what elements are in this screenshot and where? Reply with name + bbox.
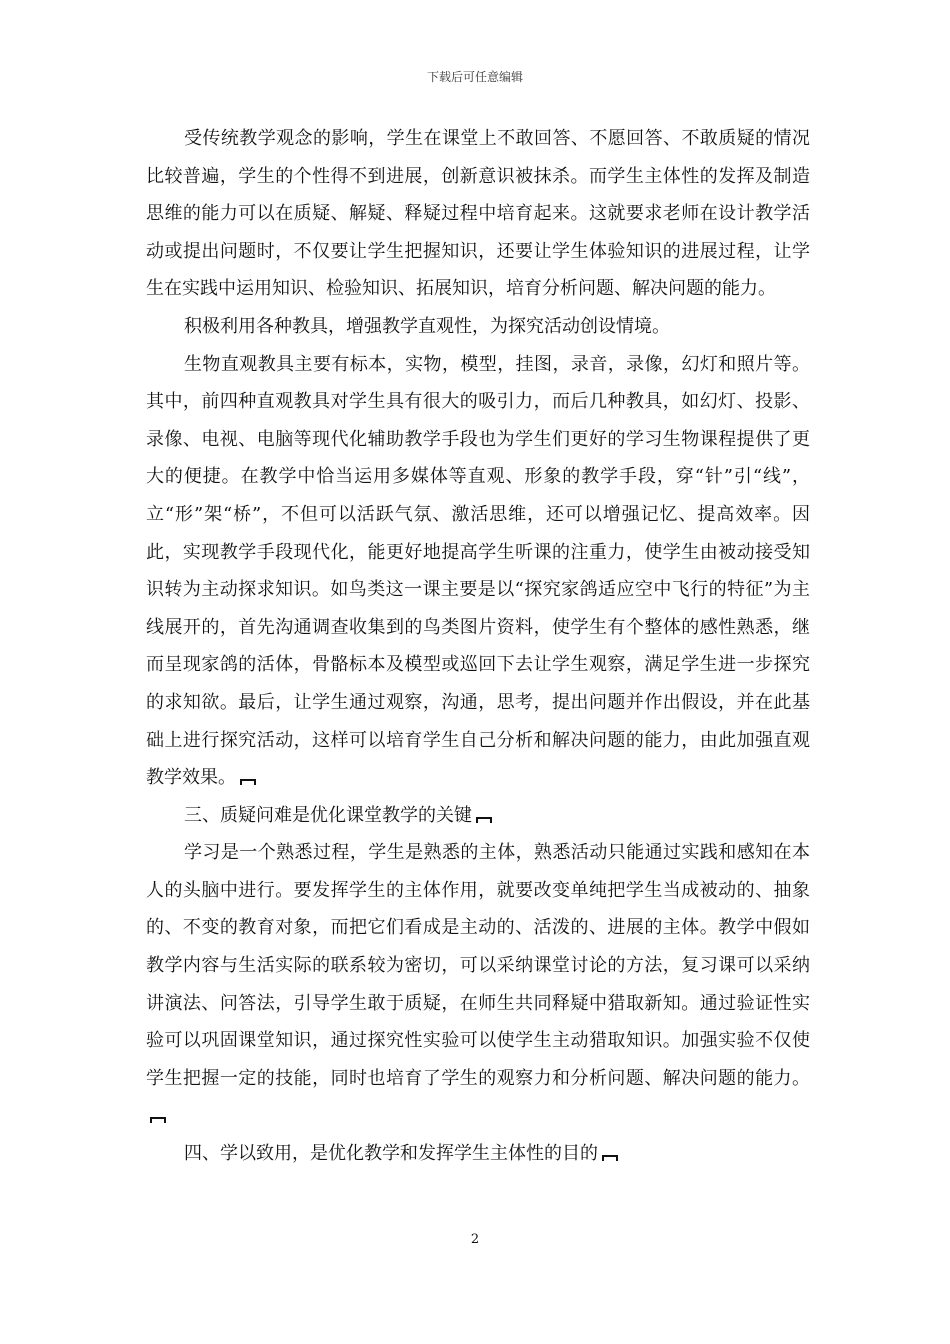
paragraph-mark-icon (602, 1155, 618, 1161)
paragraph-1: 受传统教学观念的影响，学生在课堂上不敢回答、不愿回答、不敢质疑的情况比较普遍，学生的个性得不到进展，创新意识被抹杀。而学生主体性的发挥及制造思维的能力可以在质疑、解疑、释疑过程中培育起来。这就要求老师在设计教学活动或提出问题时，不仅要让学生把握知识，还要让学生体验知识的进展过程，让学生在实践中运用知识、检验知识、拓展知识，培育分析问题、解决问题的能力。 (146, 128, 810, 300)
paragraph-2: 积极利用各种教具，增强教学直观性，为探究活动创设情境。 (184, 315, 670, 337)
page-number: 2 (470, 1232, 480, 1247)
section-heading-3: 三、质疑问难是优化课堂教学的关键 (146, 797, 810, 835)
body-text (146, 120, 810, 1173)
paragraph-3: 生物直观教具主要有标本，实物，模型，挂图，录音，录像，幻灯和照片等。其中，前四种直观教具对学生具有很大的吸引力，而后几种教具，如幻灯、投影、录像、电视、电脑等现代化辅助教学手段也为学生们更好的学习生物课程提供了更大的便捷。在教学中恰当运用多媒体等直观、形象的教学手段，穿“针”引“线”，立“形”架“桥”，不但可以活跃气氛、激活思维，还可以增强记忆、提高效率。因此，实现教学手段现代化，能更好地提高学生听课的注重力，使学生由被动接受知识转为主动探求知识。如鸟类这一课主要是以“探究家鸽适应空中飞行的特征”为主线展开的，首先沟通调查收集到的鸟类图片资料，使学生有个整体的感性熟悉，继而呈现家鸽的活体，骨骼标本及模型或巡回下去让学生观察，满足学生进一步探究的求知欲。最后，让学生通过观察，沟通，思考，提出问题并作出假设，并在此基础上进行探究活动，这样可以培育学生自己分析和解决问题的能力，由此加强直观教学效果。 (146, 353, 810, 789)
paragraph-mark-icon (240, 779, 256, 785)
paragraph-4: 学习是一个熟悉过程，学生是熟悉的主体，熟悉活动只能通过实践和感知在本人的头脑中进行。要发挥学生的主体作用，就要改变单纯把学生当成被动的、抽象的、不变的教育对象，而把它们看成是主动的、活泼的、进展的主体。教学中假如教学内容与生活实际的联系较为密切，可以采纳课堂讨论的方法，复习课可以采纳讲演法、问答法，引导学生敢于质疑，在师生共同释疑中猎取新知。通过验证性实验可以巩固课堂知识，通过探究性实验可以使学生主动猎取知识。加强实验不仅使学生把握一定的技能，同时也培育了学生的观察力和分析问题、解决问题的能力。 (146, 834, 810, 1135)
section-heading-4: 四、学以致用，是优化教学和发挥学生主体性的目的 (146, 1135, 810, 1173)
paragraph-mark-icon (476, 817, 492, 823)
page-header: 下载后可任意编辑 (426, 70, 523, 84)
paragraph-mark-icon (150, 1117, 166, 1123)
